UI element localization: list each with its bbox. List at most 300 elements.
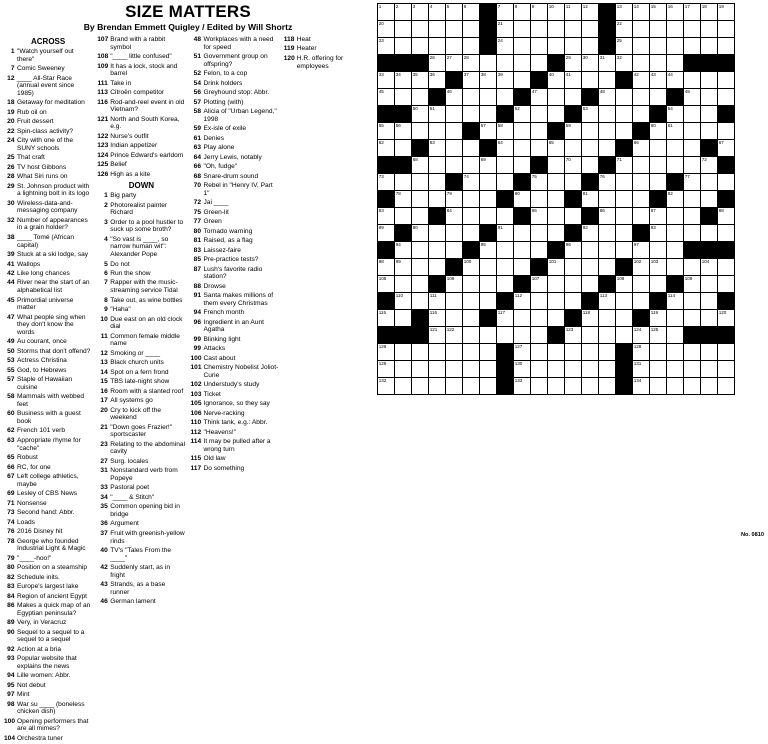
grid-cell[interactable] bbox=[463, 140, 480, 157]
grid-cell[interactable] bbox=[395, 293, 412, 310]
grid-cell[interactable] bbox=[480, 89, 497, 106]
clue-item[interactable] bbox=[4, 410, 92, 425]
grid-cell[interactable] bbox=[514, 55, 531, 72]
grid-cell[interactable] bbox=[395, 72, 412, 89]
grid-cell[interactable] bbox=[667, 4, 684, 21]
grid-cell[interactable] bbox=[514, 72, 531, 89]
grid-cell[interactable] bbox=[565, 55, 582, 72]
grid-cell[interactable] bbox=[429, 55, 446, 72]
grid-cell[interactable] bbox=[429, 72, 446, 89]
clue-item[interactable] bbox=[4, 464, 92, 472]
grid-cell[interactable] bbox=[531, 21, 548, 38]
grid-cell[interactable] bbox=[480, 208, 497, 225]
grid-cell[interactable] bbox=[582, 378, 599, 395]
clue-item[interactable] bbox=[4, 682, 92, 690]
clue-item[interactable] bbox=[97, 598, 185, 606]
grid-cell[interactable] bbox=[514, 106, 531, 123]
grid-cell[interactable] bbox=[480, 106, 497, 123]
grid-cell[interactable] bbox=[548, 106, 565, 123]
grid-cell[interactable] bbox=[514, 225, 531, 242]
grid-cell[interactable] bbox=[378, 225, 395, 242]
grid-cell[interactable] bbox=[667, 344, 684, 361]
grid-cell[interactable] bbox=[378, 4, 395, 21]
grid-cell[interactable] bbox=[650, 378, 667, 395]
clue-item[interactable] bbox=[97, 53, 185, 61]
grid-cell[interactable] bbox=[548, 344, 565, 361]
grid-cell[interactable] bbox=[650, 55, 667, 72]
clue-item[interactable] bbox=[97, 80, 185, 88]
clue-item[interactable] bbox=[97, 202, 185, 217]
grid-cell[interactable] bbox=[412, 89, 429, 106]
grid-cell[interactable] bbox=[650, 361, 667, 378]
grid-cell[interactable] bbox=[684, 208, 701, 225]
clue-item[interactable] bbox=[4, 270, 92, 278]
grid-cell[interactable] bbox=[378, 38, 395, 55]
grid-cell[interactable] bbox=[582, 106, 599, 123]
grid-cell[interactable] bbox=[548, 293, 565, 310]
grid-cell[interactable] bbox=[599, 225, 616, 242]
grid-cell[interactable] bbox=[412, 225, 429, 242]
grid-cell[interactable] bbox=[378, 89, 395, 106]
grid-cell[interactable] bbox=[599, 72, 616, 89]
crossword-grid[interactable] bbox=[377, 3, 735, 395]
clue-item[interactable] bbox=[4, 490, 92, 498]
grid-cell[interactable] bbox=[565, 140, 582, 157]
grid-cell[interactable] bbox=[446, 157, 463, 174]
grid-cell[interactable] bbox=[701, 4, 718, 21]
grid-cell[interactable] bbox=[565, 259, 582, 276]
clue-item[interactable] bbox=[191, 345, 279, 353]
grid-cell[interactable] bbox=[412, 106, 429, 123]
grid-cell[interactable] bbox=[531, 191, 548, 208]
grid-cell[interactable] bbox=[718, 259, 735, 276]
clue-item[interactable] bbox=[191, 283, 279, 291]
clue-item[interactable] bbox=[191, 228, 279, 236]
grid-cell[interactable] bbox=[616, 310, 633, 327]
clue-item[interactable] bbox=[97, 441, 185, 456]
clue-item[interactable] bbox=[4, 217, 92, 232]
clue-item[interactable] bbox=[191, 70, 279, 78]
grid-cell[interactable] bbox=[412, 157, 429, 174]
grid-cell[interactable] bbox=[412, 208, 429, 225]
grid-cell[interactable] bbox=[582, 327, 599, 344]
clue-item[interactable] bbox=[4, 473, 92, 488]
clue-item[interactable] bbox=[97, 547, 185, 562]
grid-cell[interactable] bbox=[463, 174, 480, 191]
grid-cell[interactable] bbox=[548, 157, 565, 174]
clue-item[interactable] bbox=[97, 279, 185, 294]
clue-item[interactable] bbox=[4, 99, 92, 107]
clue-item[interactable] bbox=[97, 161, 185, 169]
grid-cell[interactable] bbox=[497, 55, 514, 72]
grid-cell[interactable] bbox=[429, 327, 446, 344]
grid-cell[interactable] bbox=[565, 89, 582, 106]
clue-item[interactable] bbox=[97, 333, 185, 348]
grid-cell[interactable] bbox=[565, 21, 582, 38]
grid-cell[interactable] bbox=[429, 4, 446, 21]
grid-cell[interactable] bbox=[548, 310, 565, 327]
grid-cell[interactable] bbox=[446, 225, 463, 242]
grid-cell[interactable] bbox=[412, 293, 429, 310]
grid-cell[interactable] bbox=[650, 21, 667, 38]
grid-cell[interactable] bbox=[429, 106, 446, 123]
grid-cell[interactable] bbox=[684, 361, 701, 378]
grid-cell[interactable] bbox=[565, 38, 582, 55]
grid-cell[interactable] bbox=[497, 174, 514, 191]
clue-item[interactable] bbox=[97, 458, 185, 466]
grid-cell[interactable] bbox=[463, 259, 480, 276]
clue-item[interactable] bbox=[191, 163, 279, 171]
grid-cell[interactable] bbox=[718, 140, 735, 157]
grid-cell[interactable] bbox=[582, 225, 599, 242]
clue-item[interactable] bbox=[4, 173, 92, 181]
grid-cell[interactable] bbox=[650, 140, 667, 157]
grid-cell[interactable] bbox=[667, 361, 684, 378]
clue-item[interactable] bbox=[97, 171, 185, 179]
grid-cell[interactable] bbox=[667, 293, 684, 310]
grid-cell[interactable] bbox=[667, 259, 684, 276]
grid-cell[interactable] bbox=[463, 157, 480, 174]
grid-cell[interactable] bbox=[701, 106, 718, 123]
clue-item[interactable] bbox=[191, 355, 279, 363]
grid-cell[interactable] bbox=[667, 378, 684, 395]
grid-cell[interactable] bbox=[684, 106, 701, 123]
grid-cell[interactable] bbox=[684, 310, 701, 327]
grid-cell[interactable] bbox=[531, 38, 548, 55]
grid-cell[interactable] bbox=[480, 327, 497, 344]
clue-item[interactable] bbox=[191, 199, 279, 207]
grid-cell[interactable] bbox=[497, 157, 514, 174]
clue-item[interactable] bbox=[97, 424, 185, 439]
grid-cell[interactable] bbox=[599, 310, 616, 327]
grid-cell[interactable] bbox=[633, 157, 650, 174]
grid-cell[interactable] bbox=[599, 327, 616, 344]
grid-cell[interactable] bbox=[514, 293, 531, 310]
clue-item[interactable] bbox=[4, 500, 92, 508]
grid-cell[interactable] bbox=[599, 55, 616, 72]
clue-item[interactable] bbox=[4, 437, 92, 452]
grid-cell[interactable] bbox=[565, 242, 582, 259]
grid-cell[interactable] bbox=[667, 123, 684, 140]
grid-cell[interactable] bbox=[412, 276, 429, 293]
grid-cell[interactable] bbox=[633, 259, 650, 276]
grid-cell[interactable] bbox=[497, 327, 514, 344]
clue-item[interactable] bbox=[4, 427, 92, 435]
grid-cell[interactable] bbox=[650, 208, 667, 225]
grid-cell[interactable] bbox=[429, 140, 446, 157]
grid-cell[interactable] bbox=[718, 123, 735, 140]
grid-cell[interactable] bbox=[514, 361, 531, 378]
clue-item[interactable] bbox=[191, 266, 279, 281]
clue-item[interactable] bbox=[97, 270, 185, 278]
grid-cell[interactable] bbox=[497, 225, 514, 242]
grid-cell[interactable] bbox=[582, 361, 599, 378]
grid-cell[interactable] bbox=[497, 4, 514, 21]
grid-cell[interactable] bbox=[633, 4, 650, 21]
grid-cell[interactable] bbox=[616, 157, 633, 174]
grid-cell[interactable] bbox=[378, 259, 395, 276]
clue-item[interactable] bbox=[4, 128, 92, 136]
clue-item[interactable] bbox=[97, 350, 185, 358]
clue-item[interactable] bbox=[4, 297, 92, 312]
grid-cell[interactable] bbox=[650, 259, 667, 276]
grid-cell[interactable] bbox=[429, 242, 446, 259]
grid-cell[interactable] bbox=[514, 38, 531, 55]
grid-cell[interactable] bbox=[582, 140, 599, 157]
grid-cell[interactable] bbox=[565, 276, 582, 293]
clue-item[interactable] bbox=[4, 735, 92, 743]
clue-item[interactable] bbox=[4, 593, 92, 601]
grid-cell[interactable] bbox=[701, 21, 718, 38]
clue-item[interactable] bbox=[4, 672, 92, 680]
grid-cell[interactable] bbox=[446, 55, 463, 72]
grid-cell[interactable] bbox=[667, 55, 684, 72]
clue-item[interactable] bbox=[4, 154, 92, 162]
grid-cell[interactable] bbox=[718, 174, 735, 191]
grid-cell[interactable] bbox=[616, 225, 633, 242]
clue-item[interactable] bbox=[284, 55, 372, 70]
clue-item[interactable] bbox=[191, 455, 279, 463]
grid-cell[interactable] bbox=[531, 106, 548, 123]
grid-cell[interactable] bbox=[650, 276, 667, 293]
clue-item[interactable] bbox=[191, 89, 279, 97]
grid-cell[interactable] bbox=[446, 327, 463, 344]
clue-item[interactable] bbox=[97, 520, 185, 528]
grid-cell[interactable] bbox=[395, 378, 412, 395]
grid-cell[interactable] bbox=[463, 38, 480, 55]
grid-cell[interactable] bbox=[429, 293, 446, 310]
grid-cell[interactable] bbox=[395, 38, 412, 55]
grid-cell[interactable] bbox=[599, 242, 616, 259]
clue-item[interactable] bbox=[191, 144, 279, 152]
clue-item[interactable] bbox=[4, 691, 92, 699]
grid-cell[interactable] bbox=[395, 276, 412, 293]
grid-cell[interactable] bbox=[684, 225, 701, 242]
grid-cell[interactable] bbox=[412, 123, 429, 140]
grid-cell[interactable] bbox=[599, 344, 616, 361]
clue-item[interactable] bbox=[97, 316, 185, 331]
grid-cell[interactable] bbox=[531, 242, 548, 259]
grid-cell[interactable] bbox=[531, 361, 548, 378]
clue-item[interactable] bbox=[97, 369, 185, 377]
clue-item[interactable] bbox=[191, 319, 279, 334]
clue-item[interactable] bbox=[97, 236, 185, 259]
grid-cell[interactable] bbox=[701, 310, 718, 327]
grid-cell[interactable] bbox=[582, 38, 599, 55]
clue-item[interactable] bbox=[4, 137, 92, 152]
grid-cell[interactable] bbox=[582, 344, 599, 361]
grid-cell[interactable] bbox=[548, 140, 565, 157]
grid-cell[interactable] bbox=[548, 259, 565, 276]
grid-cell[interactable] bbox=[497, 259, 514, 276]
grid-cell[interactable] bbox=[650, 89, 667, 106]
grid-cell[interactable] bbox=[616, 4, 633, 21]
grid-cell[interactable] bbox=[548, 208, 565, 225]
clue-item[interactable] bbox=[191, 182, 279, 197]
grid-cell[interactable] bbox=[412, 344, 429, 361]
clue-item[interactable] bbox=[97, 378, 185, 386]
grid-cell[interactable] bbox=[531, 327, 548, 344]
grid-cell[interactable] bbox=[667, 191, 684, 208]
clue-item[interactable] bbox=[97, 133, 185, 141]
grid-cell[interactable] bbox=[582, 310, 599, 327]
grid-cell[interactable] bbox=[616, 293, 633, 310]
clue-item[interactable] bbox=[191, 419, 279, 427]
grid-cell[interactable] bbox=[446, 361, 463, 378]
clue-item[interactable] bbox=[4, 48, 92, 63]
grid-cell[interactable] bbox=[633, 361, 650, 378]
clue-item[interactable] bbox=[4, 519, 92, 527]
grid-cell[interactable] bbox=[463, 208, 480, 225]
grid-cell[interactable] bbox=[497, 242, 514, 259]
grid-cell[interactable] bbox=[633, 38, 650, 55]
grid-cell[interactable] bbox=[650, 310, 667, 327]
grid-cell[interactable] bbox=[599, 259, 616, 276]
grid-cell[interactable] bbox=[633, 378, 650, 395]
grid-cell[interactable] bbox=[514, 4, 531, 21]
clue-item[interactable] bbox=[191, 400, 279, 408]
grid-cell[interactable] bbox=[429, 174, 446, 191]
grid-cell[interactable] bbox=[395, 123, 412, 140]
clue-item[interactable] bbox=[191, 391, 279, 399]
grid-cell[interactable] bbox=[599, 106, 616, 123]
grid-cell[interactable] bbox=[378, 208, 395, 225]
grid-cell[interactable] bbox=[412, 361, 429, 378]
grid-cell[interactable] bbox=[548, 378, 565, 395]
grid-cell[interactable] bbox=[684, 38, 701, 55]
grid-cell[interactable] bbox=[446, 344, 463, 361]
clue-item[interactable] bbox=[4, 183, 92, 198]
clue-item[interactable] bbox=[191, 438, 279, 453]
grid-cell[interactable] bbox=[480, 259, 497, 276]
grid-cell[interactable] bbox=[616, 38, 633, 55]
grid-cell[interactable] bbox=[514, 344, 531, 361]
grid-cell[interactable] bbox=[565, 4, 582, 21]
grid-cell[interactable] bbox=[497, 72, 514, 89]
clue-item[interactable] bbox=[4, 118, 92, 126]
clue-item[interactable] bbox=[97, 297, 185, 305]
grid-cell[interactable] bbox=[616, 21, 633, 38]
clue-item[interactable] bbox=[97, 99, 185, 114]
clue-item[interactable] bbox=[4, 454, 92, 462]
grid-cell[interactable] bbox=[684, 123, 701, 140]
grid-cell[interactable] bbox=[429, 225, 446, 242]
grid-cell[interactable] bbox=[497, 310, 514, 327]
grid-cell[interactable] bbox=[633, 293, 650, 310]
clue-item[interactable] bbox=[97, 63, 185, 78]
grid-cell[interactable] bbox=[718, 89, 735, 106]
grid-cell[interactable] bbox=[548, 276, 565, 293]
clue-item[interactable] bbox=[191, 381, 279, 389]
grid-cell[interactable] bbox=[633, 140, 650, 157]
grid-cell[interactable] bbox=[599, 89, 616, 106]
grid-cell[interactable] bbox=[412, 242, 429, 259]
grid-cell[interactable] bbox=[429, 378, 446, 395]
grid-cell[interactable] bbox=[531, 276, 548, 293]
clue-item[interactable] bbox=[191, 108, 279, 123]
grid-cell[interactable] bbox=[463, 191, 480, 208]
grid-cell[interactable] bbox=[582, 55, 599, 72]
grid-cell[interactable] bbox=[378, 21, 395, 38]
grid-cell[interactable] bbox=[463, 361, 480, 378]
grid-cell[interactable] bbox=[650, 225, 667, 242]
grid-cell[interactable] bbox=[701, 191, 718, 208]
grid-cell[interactable] bbox=[565, 378, 582, 395]
grid-cell[interactable] bbox=[701, 157, 718, 174]
grid-cell[interactable] bbox=[667, 225, 684, 242]
clue-item[interactable] bbox=[97, 359, 185, 367]
grid-cell[interactable] bbox=[684, 378, 701, 395]
grid-cell[interactable] bbox=[582, 123, 599, 140]
grid-cell[interactable] bbox=[633, 344, 650, 361]
grid-cell[interactable] bbox=[701, 378, 718, 395]
grid-cell[interactable] bbox=[531, 4, 548, 21]
grid-cell[interactable] bbox=[463, 327, 480, 344]
grid-cell[interactable] bbox=[701, 344, 718, 361]
grid-cell[interactable] bbox=[429, 21, 446, 38]
grid-cell[interactable] bbox=[429, 191, 446, 208]
clue-item[interactable] bbox=[4, 164, 92, 172]
clue-item[interactable] bbox=[97, 219, 185, 234]
clue-item[interactable] bbox=[4, 538, 92, 553]
grid-cell[interactable] bbox=[718, 310, 735, 327]
clue-item[interactable] bbox=[4, 629, 92, 644]
grid-cell[interactable] bbox=[463, 72, 480, 89]
clue-item[interactable] bbox=[4, 376, 92, 391]
grid-cell[interactable] bbox=[531, 174, 548, 191]
clue-item[interactable] bbox=[191, 53, 279, 68]
grid-cell[interactable] bbox=[582, 21, 599, 38]
grid-cell[interactable] bbox=[667, 140, 684, 157]
clue-item[interactable] bbox=[191, 209, 279, 217]
grid-cell[interactable] bbox=[633, 242, 650, 259]
clue-item[interactable] bbox=[191, 36, 279, 51]
grid-cell[interactable] bbox=[650, 242, 667, 259]
grid-cell[interactable] bbox=[548, 38, 565, 55]
grid-cell[interactable] bbox=[599, 293, 616, 310]
grid-cell[interactable] bbox=[514, 327, 531, 344]
grid-cell[interactable] bbox=[378, 174, 395, 191]
clue-item[interactable] bbox=[4, 357, 92, 365]
grid-cell[interactable] bbox=[531, 344, 548, 361]
clue-item[interactable] bbox=[97, 494, 185, 502]
grid-cell[interactable] bbox=[463, 276, 480, 293]
clue-item[interactable] bbox=[191, 256, 279, 264]
clue-item[interactable] bbox=[97, 530, 185, 545]
grid-cell[interactable] bbox=[395, 140, 412, 157]
grid-cell[interactable] bbox=[446, 89, 463, 106]
grid-cell[interactable] bbox=[701, 123, 718, 140]
grid-cell[interactable] bbox=[378, 344, 395, 361]
grid-cell[interactable] bbox=[701, 38, 718, 55]
grid-cell[interactable] bbox=[599, 140, 616, 157]
grid-cell[interactable] bbox=[565, 208, 582, 225]
clue-item[interactable] bbox=[97, 36, 185, 51]
grid-cell[interactable] bbox=[463, 344, 480, 361]
grid-cell[interactable] bbox=[480, 378, 497, 395]
grid-cell[interactable] bbox=[514, 157, 531, 174]
grid-cell[interactable] bbox=[582, 4, 599, 21]
grid-cell[interactable] bbox=[412, 72, 429, 89]
grid-cell[interactable] bbox=[616, 191, 633, 208]
grid-cell[interactable] bbox=[667, 157, 684, 174]
grid-cell[interactable] bbox=[650, 174, 667, 191]
grid-cell[interactable] bbox=[548, 225, 565, 242]
grid-cell[interactable] bbox=[531, 140, 548, 157]
clue-item[interactable] bbox=[191, 237, 279, 245]
grid-cell[interactable] bbox=[429, 123, 446, 140]
grid-cell[interactable] bbox=[446, 191, 463, 208]
